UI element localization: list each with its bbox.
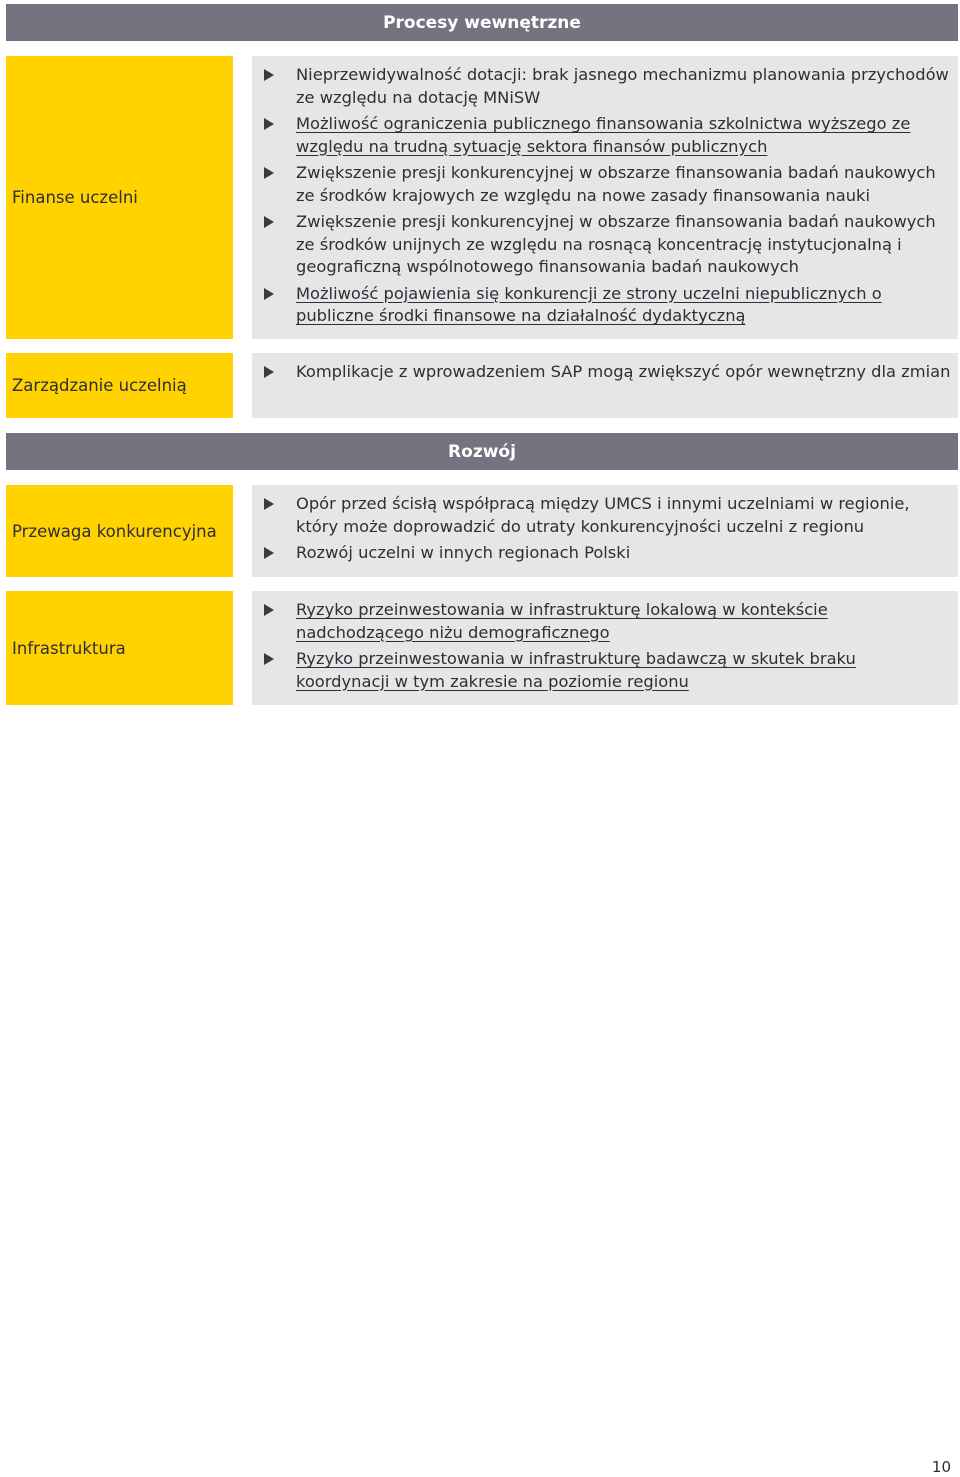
list-item xyxy=(262,542,952,565)
section-title: Procesy wewnętrzne xyxy=(383,12,581,33)
list-item xyxy=(262,64,952,109)
row-label-text: Finanse uczelni xyxy=(12,188,138,207)
bullet-text: Zwiększenie presji konkurencyjnej w obszarze finansowania badań naukowych ze środków krajowych ze względu na nowe zasady finansowania nauki xyxy=(296,163,936,205)
triangle-bullet-icon xyxy=(264,366,274,378)
row-label-finanse xyxy=(6,56,233,339)
row-content-finanse xyxy=(252,56,958,339)
bullet-text: Komplikacje z wprowadzeniem SAP mogą zwiększyć opór wewnętrzny dla zmian xyxy=(296,362,951,381)
list-item xyxy=(262,493,952,538)
triangle-bullet-icon xyxy=(264,604,274,616)
page-number: 10 xyxy=(931,1458,951,1476)
triangle-bullet-icon xyxy=(264,288,274,300)
bullet-text: Rozwój uczelni w innych regionach Polski xyxy=(296,543,631,562)
bullet-text: Ryzyko przeinwestowania w infrastrukturę lokalową w kontekście nadchodzącego niżu demograficznego xyxy=(296,600,828,642)
list-item xyxy=(262,599,952,644)
row-content-zarzadzanie xyxy=(252,353,958,418)
bullet-text: Zwiększenie presji konkurencyjnej w obszarze finansowania badań naukowych ze środków unijnych ze względu na rosnącą koncentrację instytucjonalną i geograficzną wspólnotowego finansowania badań naukowych xyxy=(296,212,936,276)
list-item xyxy=(262,361,952,384)
triangle-bullet-icon xyxy=(264,69,274,81)
list-item xyxy=(262,211,952,279)
bullet-text: Nieprzewidywalność dotacji: brak jasnego mechanizmu planowania przychodów ze względu na dotację MNiSW xyxy=(296,65,949,107)
bullet-text: Opór przed ścisłą współpracą między UMCS i innymi uczelniami w regionie, który może doprowadzić do utraty konkurencyjności uczelni z regionu xyxy=(296,494,910,536)
list-item xyxy=(262,113,952,158)
triangle-bullet-icon xyxy=(264,653,274,665)
triangle-bullet-icon xyxy=(264,167,274,179)
section-header-rozwoj xyxy=(6,433,958,470)
bullet-text: Możliwość ograniczenia publicznego finansowania szkolnictwa wyższego ze względu na trudną sytuację sektora finansów publicznych xyxy=(296,114,911,156)
bullet-text: Możliwość pojawienia się konkurencji ze strony uczelni niepublicznych o publiczne środki finansowe na działalność dydaktyczną xyxy=(296,283,882,325)
bullet-text: Ryzyko przeinwestowania w infrastrukturę badawczą w skutek braku koordynacji w tym zakresie na poziomie regionu xyxy=(296,649,856,691)
triangle-bullet-icon xyxy=(264,118,274,130)
triangle-bullet-icon xyxy=(264,498,274,510)
section-header-procesy xyxy=(6,4,958,41)
row-label-text: Infrastruktura xyxy=(12,638,126,658)
row-label-infrastruktura xyxy=(6,591,233,705)
section-title: Rozwój xyxy=(448,441,516,462)
row-label-text: Zarządzanie uczelnią xyxy=(12,376,187,395)
list-item xyxy=(262,648,952,693)
list-item xyxy=(262,283,952,328)
row-content-przewaga xyxy=(252,485,958,577)
triangle-bullet-icon xyxy=(264,216,274,228)
list-item xyxy=(262,162,952,207)
row-label-zarzadzanie xyxy=(6,353,233,418)
row-label-przewaga xyxy=(6,485,233,577)
row-content-infrastruktura xyxy=(252,591,958,705)
row-label-text: Przewaga konkurencyjna xyxy=(12,521,217,541)
triangle-bullet-icon xyxy=(264,547,274,559)
